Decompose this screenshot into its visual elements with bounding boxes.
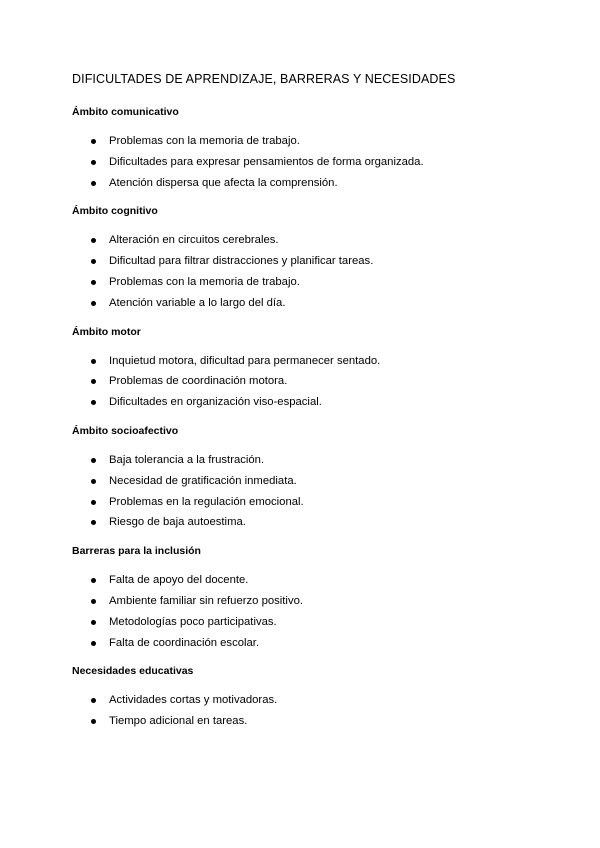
list-item (72, 690, 542, 711)
list-item-text: Dificultades en organización viso-espacial. (109, 396, 322, 409)
list-item-text: Necesidad de gratificación inmediata. (109, 474, 297, 487)
list-item (72, 392, 542, 413)
section-heading: Ámbito comunicativo (72, 106, 179, 118)
page-title: DIFICULTADES DE APRENDIZAJE, BARRERAS Y NECESIDADES (72, 72, 456, 86)
list-item (72, 371, 542, 392)
bullet-icon (91, 719, 96, 724)
list-item-text: Problemas en la regulación emocional. (109, 495, 304, 508)
list-item-text: Metodologías poco participativas. (109, 615, 277, 628)
list-item (72, 131, 542, 152)
section-ambito-cognitivo (72, 203, 542, 323)
section-necesidades-educativas (72, 663, 542, 732)
bullet-icon (91, 280, 96, 285)
list-item (72, 570, 542, 591)
list-item (72, 173, 542, 194)
bullet-list (72, 131, 542, 193)
list-item (72, 612, 542, 633)
bullet-icon (91, 160, 96, 165)
bullet-icon (91, 139, 96, 144)
list-item (72, 152, 542, 173)
list-item-text: Falta de apoyo del docente. (109, 574, 249, 587)
section-ambito-socioafectivo (72, 423, 542, 543)
bullet-icon (91, 458, 96, 463)
list-item (72, 351, 542, 372)
list-item-text: Atención dispersa que afecta la comprensión. (109, 176, 338, 189)
section-heading: Barreras para la inclusión (72, 545, 201, 558)
section-heading: Ámbito motor (72, 325, 141, 338)
list-item-text: Baja tolerancia a la frustración. (109, 453, 265, 466)
list-item (72, 230, 542, 251)
list-item (72, 450, 542, 471)
list-item (72, 293, 542, 314)
section-ambito-motor (72, 324, 542, 423)
list-item-text: Problemas con la memoria de trabajo. (109, 275, 300, 288)
bullet-icon (91, 698, 96, 703)
section-heading: Ámbito socioafectivo (72, 424, 179, 437)
bullet-list (72, 570, 542, 653)
bullet-list (72, 351, 542, 413)
bullet-icon (91, 620, 96, 625)
list-item (72, 492, 542, 513)
bullet-icon (91, 520, 96, 525)
list-item (72, 591, 542, 612)
section-barreras-inclusion (72, 543, 542, 663)
list-item-text: Alteración en circuitos cerebrales. (109, 234, 279, 247)
bullet-icon (91, 301, 96, 306)
bullet-icon (91, 181, 96, 186)
section-heading: Necesidades educativas (72, 665, 194, 678)
list-item-text: Dificultad para filtrar distracciones y planificar tareas. (109, 255, 374, 268)
list-item (72, 633, 542, 654)
bullet-icon (91, 641, 96, 646)
list-item-text: Falta de coordinación escolar. (109, 636, 260, 649)
bullet-icon (91, 599, 96, 604)
list-item (72, 711, 542, 732)
list-item-text: Riesgo de baja autoestima. (109, 516, 246, 529)
document-page (72, 69, 542, 732)
list-item (72, 512, 542, 533)
bullet-list (72, 230, 542, 313)
list-item (72, 251, 542, 272)
list-item-text: Inquietud motora, dificultad para permanecer sentado. (109, 354, 381, 367)
list-item-text: Problemas de coordinación motora. (109, 375, 288, 388)
list-item (72, 272, 542, 293)
bullet-list (72, 690, 542, 732)
list-item (72, 471, 542, 492)
bullet-icon (91, 259, 96, 264)
list-item-text: Dificultades para expresar pensamientos de forma organizada. (109, 155, 424, 168)
section-ambito-comunicativo (72, 104, 542, 203)
list-item-text: Ambiente familiar sin refuerzo positivo. (109, 594, 304, 607)
bullet-icon (91, 500, 96, 505)
list-item-text: Actividades cortas y motivadoras. (109, 694, 278, 707)
section-heading: Ámbito cognitivo (72, 205, 158, 218)
bullet-icon (91, 578, 96, 583)
bullet-list (72, 450, 542, 533)
bullet-icon (91, 359, 96, 364)
bullet-icon (91, 400, 96, 405)
list-item-text: Atención variable a lo largo del día. (109, 296, 286, 309)
list-item-text: Problemas con la memoria de trabajo. (109, 135, 300, 147)
bullet-icon (91, 479, 96, 484)
bullet-icon (91, 379, 96, 384)
bullet-icon (91, 238, 96, 243)
list-item-text: Tiempo adicional en tareas. (109, 715, 248, 728)
